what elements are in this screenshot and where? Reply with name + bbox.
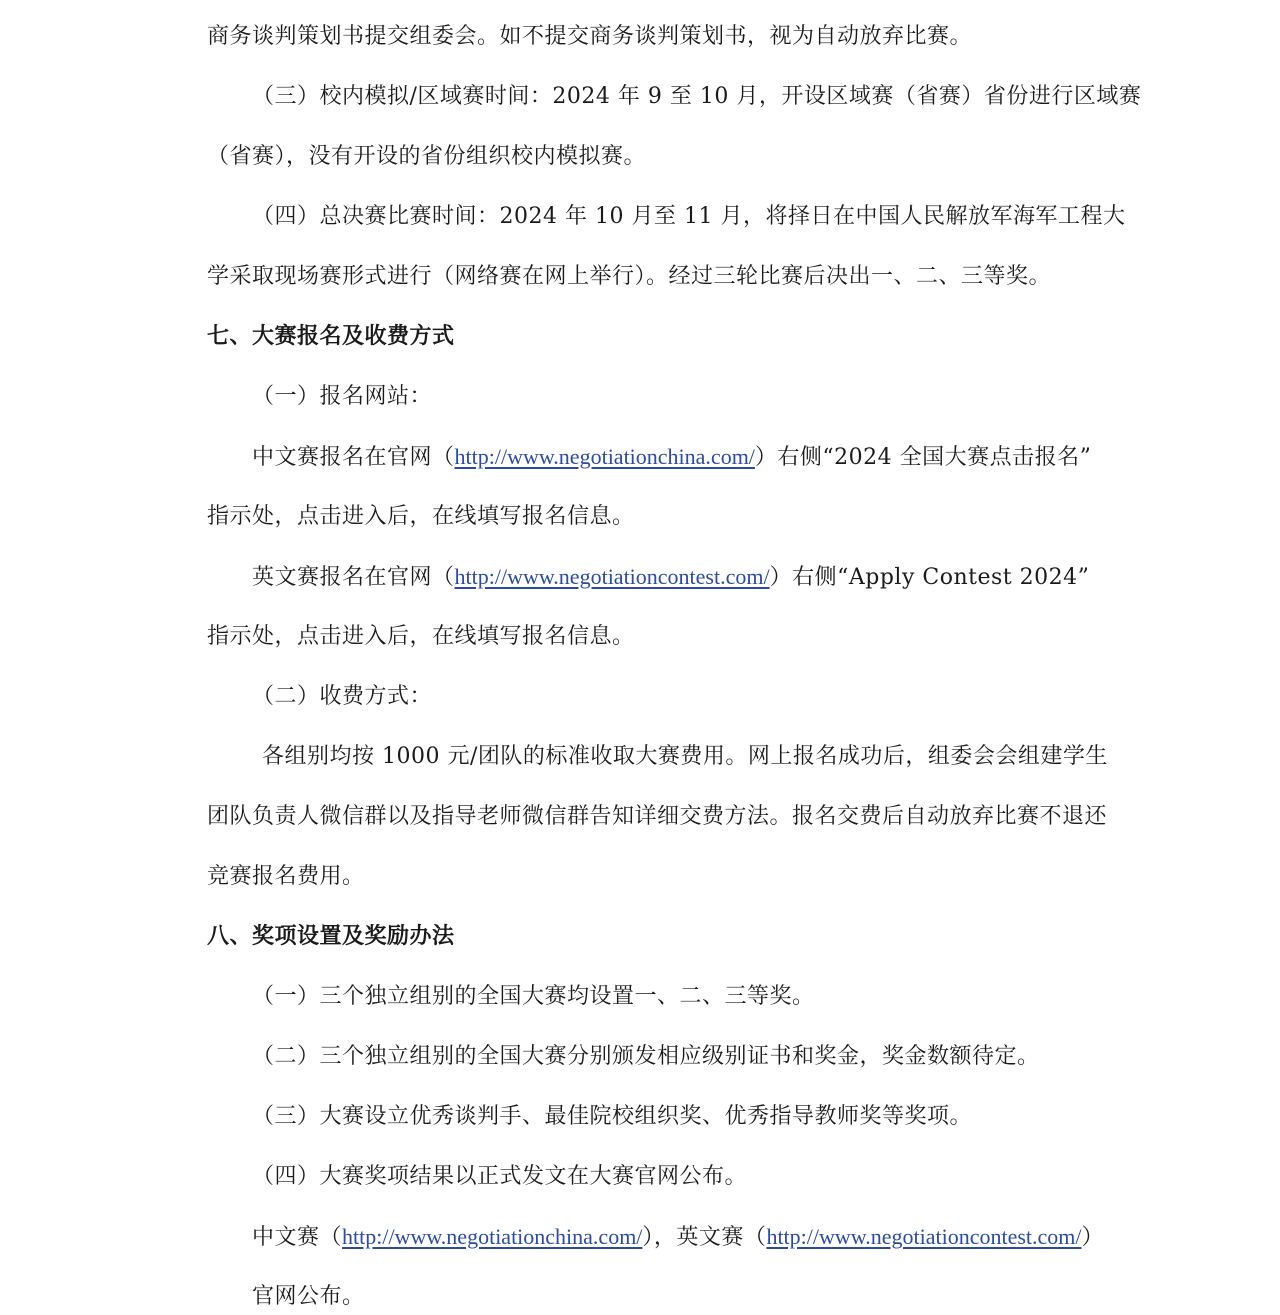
text-line: （三）大赛设立优秀谈判手、最佳院校组织奖、优秀指导教师奖等奖项。 [252, 1104, 973, 1129]
chinese-site-link[interactable]: http://www.negotiationchina.com/ [454, 444, 755, 469]
chinese-site-link[interactable]: http://www.negotiationchina.com/ [342, 1224, 643, 1249]
english-site-link[interactable]: http://www.negotiationcontest.com/ [766, 1224, 1082, 1249]
text-line: 各组别均按 1000 元/团队的标准收取大赛费用。网上报名成功后，组委会会组建学生 [262, 744, 1108, 769]
text-segment: ）右侧“Apply Contest 2024” [769, 565, 1090, 590]
text-line: 官网公布。 [252, 1284, 365, 1309]
text-line: （四）大赛奖项结果以正式发文在大赛官网公布。 [252, 1164, 748, 1189]
text-line: （二）三个独立组别的全国大赛分别颁发相应级别证书和奖金，奖金数额待定。 [252, 1044, 1040, 1069]
text-line: 商务谈判策划书提交组委会。如不提交商务谈判策划书，视为自动放弃比赛。 [207, 24, 973, 49]
text-segment: ），英文赛（ [642, 1225, 767, 1250]
text-line-with-links [252, 1222, 1104, 1253]
text-line: （二）收费方式： [252, 684, 433, 709]
text-segment: ） [1081, 1225, 1105, 1250]
text-line: （一）三个独立组别的全国大赛均设置一、二、三等奖。 [252, 984, 815, 1009]
text-line: 团队负责人微信群以及指导老师微信群告知详细交费方法。报名交费后自动放弃比赛不退还 [207, 804, 1108, 829]
text-line: 竞赛报名费用。 [207, 864, 365, 889]
text-line: 学采取现场赛形式进行（网络赛在网上举行）。经过三轮比赛后决出一、二、三等奖。 [207, 264, 1052, 289]
text-line: （一）报名网站： [252, 384, 433, 409]
text-line: （省赛），没有开设的省份组织校内模拟赛。 [207, 144, 647, 169]
text-line: 指示处，点击进入后，在线填写报名信息。 [207, 624, 635, 649]
english-site-link[interactable]: http://www.negotiationcontest.com/ [454, 564, 770, 589]
section-heading-8: 八、奖项设置及奖励办法 [207, 924, 455, 949]
text-line: 指示处，点击进入后，在线填写报名信息。 [207, 504, 635, 529]
text-segment: 中文赛（ [252, 1225, 343, 1250]
text-line-with-link [252, 442, 1091, 473]
text-segment: ）右侧“2024 全国大赛点击报名” [754, 445, 1092, 470]
text-line: （三）校内模拟/区域赛时间：2024 年 9 至 10 月，开设区域赛（省赛）省份进行区域赛 [252, 84, 1142, 109]
section-heading-7: 七、大赛报名及收费方式 [207, 324, 455, 349]
text-line: （四）总决赛比赛时间：2024 年 10 月至 11 月，将择日在中国人民解放军海军工程大 [252, 204, 1126, 229]
text-line-with-link [252, 562, 1089, 593]
text-segment: 中文赛报名在官网（ [252, 445, 455, 470]
text-segment: 英文赛报名在官网（ [252, 565, 455, 590]
